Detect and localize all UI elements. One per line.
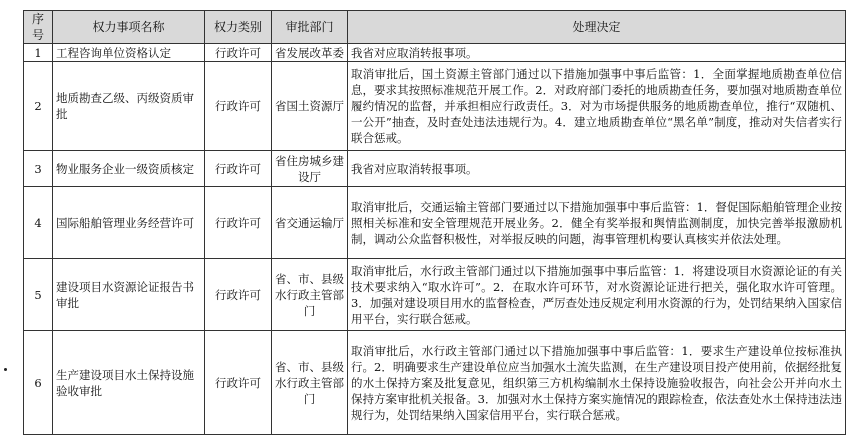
table-row bbox=[24, 44, 846, 62]
cell-decision: 取消审批后，交通运输主管部门要通过以下措施加强事中事后监管：1．督促国际船舶管理企业按照相关标准和安全管理规范开展业务。2．健全有奖举报和舆情监测制度，加快完善举报激励机制，调动公众监督积极性，对举报反映的问题，海事管理机构要认真核实并依法处理。 bbox=[348, 187, 846, 259]
cell-category: 行政许可 bbox=[205, 151, 272, 187]
header-decision: 处理决定 bbox=[348, 11, 846, 44]
cell-category: 行政许可 bbox=[205, 62, 272, 151]
cell-index: 6 bbox=[24, 331, 53, 435]
cell-decision: 取消审批后，国土资源主管部门通过以下措施加强事中事后监管：1．全面掌握地质勘查单位信息，要求其按照标准规范开展工作。2．对政府部门委托的地质勘查任务，要加强对地质勘查单位履约情况的监督，并承担相应行政责任。3．对为市场提供服务的地质勘查单位，推行“双随机、一公开”抽查，及时查处违法违规行为。4．建立地质勘查单位“黑名单”制度，推动对失信者实行联合惩戒。 bbox=[348, 62, 846, 151]
cell-department: 省住房城乡建设厅 bbox=[272, 151, 348, 187]
table-row bbox=[24, 259, 846, 331]
table-row bbox=[24, 331, 846, 435]
cell-index: 5 bbox=[24, 259, 53, 331]
cell-decision: 我省对应取消转报事项。 bbox=[348, 44, 846, 62]
table-row bbox=[24, 62, 846, 151]
cell-index: 2 bbox=[24, 62, 53, 151]
cell-department: 省、市、县级水行政主管部门 bbox=[272, 259, 348, 331]
cell-item-name: 工程咨询单位资格认定 bbox=[53, 44, 205, 62]
cell-department: 省、市、县级水行政主管部门 bbox=[272, 331, 348, 435]
cell-category: 行政许可 bbox=[205, 187, 272, 259]
cell-decision: 我省对应取消转报事项。 bbox=[348, 151, 846, 187]
cell-decision: 取消审批后，水行政主管部门通过以下措施加强事中事后监管：1．将建设项目水资源论证的有关技术要求纳入“取水许可”。2．在取水许可环节，对水资源论证进行把关，强化取水许可管理。3．加强对建设项目用水的监督检查，严厉查处违反规定利用水资源的行为，处罚结果纳入国家信用平台，实行联合惩戒。 bbox=[348, 259, 846, 331]
cell-category: 行政许可 bbox=[205, 259, 272, 331]
header-department: 审批部门 bbox=[272, 11, 348, 44]
table-row bbox=[24, 151, 846, 187]
cell-department: 省发展改革委 bbox=[272, 44, 348, 62]
cell-index: 3 bbox=[24, 151, 53, 187]
cell-category: 行政许可 bbox=[205, 331, 272, 435]
power-items-table bbox=[23, 10, 846, 435]
cell-item-name: 建设项目水资源论证报告书审批 bbox=[53, 259, 205, 331]
cell-category: 行政许可 bbox=[205, 44, 272, 62]
table-header-row bbox=[24, 11, 846, 44]
cell-department: 省交通运输厅 bbox=[272, 187, 348, 259]
cell-item-name: 物业服务企业一级资质核定 bbox=[53, 151, 205, 187]
cell-decision: 取消审批后，水行政主管部门通过以下措施加强事中事后监管：1．要求生产建设单位按标准执行。2．明确要求生产建设单位应当加强水土流失监测，在生产建设项目投产使用前，依据经批复的水土保持方案及批复意见，组织第三方机构编制水土保持设施验收报告，向社会公开并向水土保持方案审批机关报备。3．加强对水土保持方案实施情况的跟踪检查，依法查处水土保持违法违规行为，处罚结果纳入国家信用平台，实行联合惩戒。 bbox=[348, 331, 846, 435]
cell-item-name: 生产建设项目水土保持设施验收审批 bbox=[53, 331, 205, 435]
header-category: 权力类别 bbox=[205, 11, 272, 44]
cell-index: 4 bbox=[24, 187, 53, 259]
cell-index: 1 bbox=[24, 44, 53, 62]
margin-mark bbox=[4, 368, 7, 371]
header-item-name: 权力事项名称 bbox=[53, 11, 205, 44]
table-row bbox=[24, 187, 846, 259]
cell-item-name: 地质勘查乙级、丙级资质审批 bbox=[53, 62, 205, 151]
cell-department: 省国土资源厅 bbox=[272, 62, 348, 151]
cell-item-name: 国际船舶管理业务经营许可 bbox=[53, 187, 205, 259]
header-index: 序号 bbox=[24, 11, 53, 44]
